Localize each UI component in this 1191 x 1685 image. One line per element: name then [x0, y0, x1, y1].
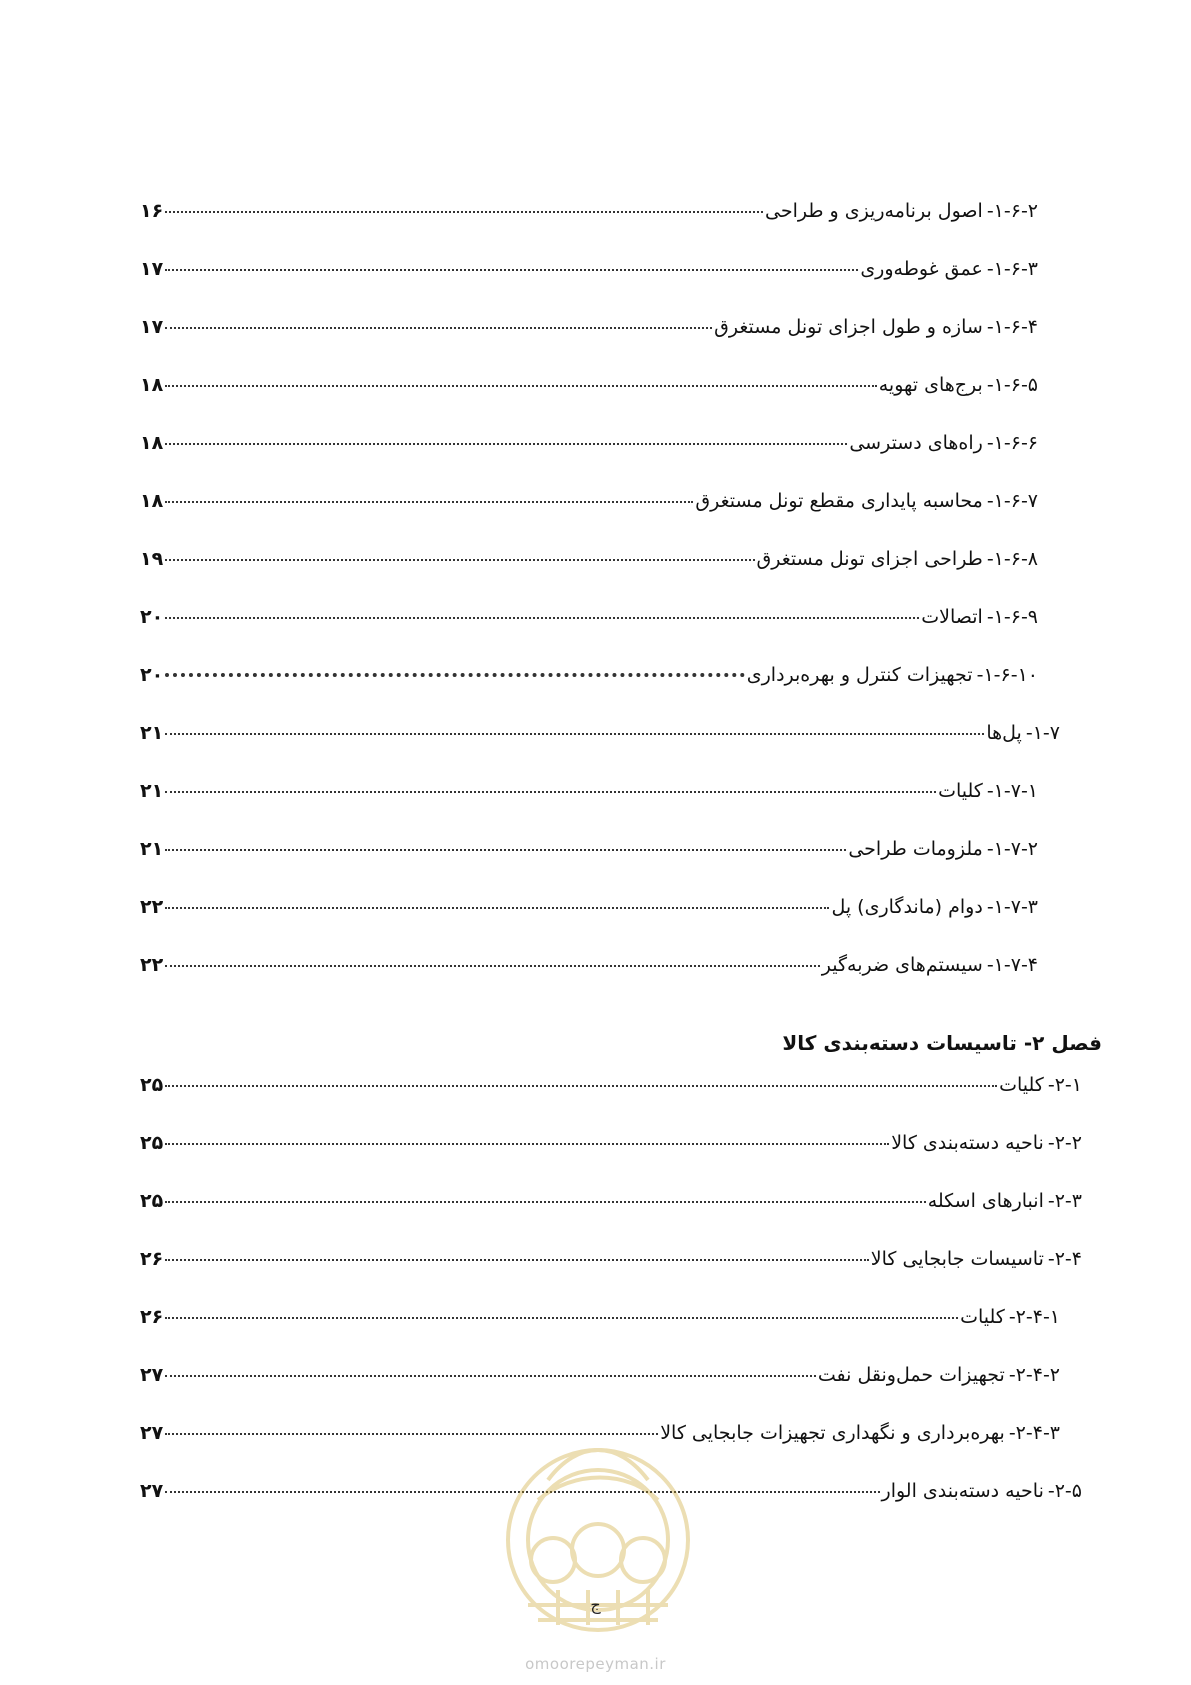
- toc-row-page: ۱۹: [140, 548, 164, 570]
- toc-row-title: طراحی اجزای تونل مستغرق: [756, 548, 983, 570]
- dot-leader: [165, 1085, 997, 1087]
- toc-row-page: ۲۵: [140, 1074, 164, 1096]
- toc-row-page: ۲۷: [140, 1422, 164, 1444]
- toc-row-number: ۱-۶-۳-: [986, 258, 1038, 280]
- toc-row-page: ۱۷: [140, 316, 164, 338]
- toc-row[interactable]: [140, 200, 1038, 258]
- toc-row-page: ۱۸: [140, 374, 164, 396]
- website-watermark: omoorepeyman.ir: [525, 1655, 666, 1673]
- dot-leader: [165, 791, 936, 793]
- dot-leader: [165, 385, 877, 387]
- dot-leader: [165, 327, 712, 329]
- toc-row[interactable]: [140, 258, 1038, 316]
- toc-row-page: ۱۸: [140, 432, 164, 454]
- dot-leader: [165, 907, 829, 909]
- toc-row-page: ۲۱: [140, 780, 164, 802]
- dot-leader: [165, 269, 858, 271]
- toc-row[interactable]: [140, 722, 1060, 780]
- dot-leader: [165, 559, 754, 561]
- toc-row-title: انبارهای اسکله: [927, 1190, 1044, 1212]
- toc-row-title: کلیات: [960, 1306, 1005, 1328]
- toc-row-page: ۱۸: [140, 490, 164, 512]
- toc-row-number: ۱-۶-۱۰-: [976, 664, 1038, 686]
- toc-row-page: ۲۱: [140, 838, 164, 860]
- toc-row[interactable]: [140, 1306, 1060, 1364]
- toc-row[interactable]: [140, 490, 1038, 548]
- toc-row-page: ۲۵: [140, 1190, 164, 1212]
- toc-row-number: ۲-۴-: [1047, 1248, 1082, 1270]
- toc-row-number: ۱-۶-۸-: [986, 548, 1038, 570]
- toc-row-number: ۱-۶-۵-: [986, 374, 1038, 396]
- toc-row-title: تجهیزات حمل‌ونقل نفت: [817, 1364, 1005, 1386]
- toc-row-title: محاسبه پایداری مقطع تونل مستغرق: [695, 490, 983, 512]
- toc-row-number: ۲-۱-: [1047, 1074, 1082, 1096]
- toc-row-number: ۲-۵-: [1047, 1480, 1082, 1502]
- dot-leader: [165, 849, 846, 851]
- toc-row-page: ۱۶: [140, 200, 164, 222]
- toc-row-title: سیستم‌های ضربه‌گیر: [821, 954, 983, 976]
- dot-leader: [165, 1375, 816, 1377]
- toc-row-title: اتصالات: [921, 606, 983, 628]
- toc-row-title: برج‌های تهویه: [878, 374, 983, 396]
- toc-row-number: ۲-۴-۱-: [1008, 1306, 1060, 1328]
- toc-row-page: ۲۱: [140, 722, 164, 744]
- toc-row-page: ۲۵: [140, 1132, 164, 1154]
- toc-row-number: ۱-۶-۶-: [986, 432, 1038, 454]
- toc-row[interactable]: [140, 896, 1038, 954]
- toc-row-page: ۲۰: [140, 606, 164, 628]
- toc-row[interactable]: [140, 374, 1038, 432]
- toc-row-title: ناحیه دسته‌بندی کالا: [891, 1132, 1044, 1154]
- dot-leader: [165, 673, 745, 677]
- toc-row-page: ۲۲: [140, 954, 164, 976]
- dot-leader: [165, 1201, 926, 1203]
- toc-row[interactable]: [140, 780, 1038, 838]
- toc-row-page: ۲۷: [140, 1364, 164, 1386]
- toc-row-title: تاسیسات جابجایی کالا: [870, 1248, 1044, 1270]
- toc-row-title: تجهیزات کنترل و بهره‌برداری: [746, 664, 973, 686]
- toc-row[interactable]: [140, 316, 1038, 374]
- toc-row-number: ۱-۷-۳-: [986, 896, 1038, 918]
- toc-row[interactable]: [140, 548, 1038, 606]
- toc-row-number: ۲-۴-۳-: [1008, 1422, 1060, 1444]
- dot-leader: [165, 1317, 958, 1319]
- toc-row[interactable]: [140, 432, 1038, 490]
- dot-leader: [165, 443, 847, 445]
- toc-row-number: ۱-۶-۹-: [986, 606, 1038, 628]
- toc-row-number: ۱-۶-۴-: [986, 316, 1038, 338]
- toc-row-title: دوام (ماندگاری) پل: [831, 896, 983, 918]
- toc-row-title: سازه و طول اجزای تونل مستغرق: [714, 316, 983, 338]
- toc-row-page: ۱۷: [140, 258, 164, 280]
- toc-row[interactable]: [140, 606, 1038, 664]
- chapter-title: فصل ۲- تاسیسات دسته‌بندی کالا: [782, 1031, 1102, 1055]
- toc-row-title: ناحیه دسته‌بندی الوار: [881, 1480, 1044, 1502]
- dot-leader: [165, 1143, 889, 1145]
- dot-leader: [165, 501, 693, 503]
- toc-row-title: بهره‌برداری و نگهداری تجهیزات جابجایی کالا: [660, 1422, 1005, 1444]
- toc-row[interactable]: [140, 1132, 1082, 1190]
- toc-row-number: ۲-۲-: [1047, 1132, 1082, 1154]
- toc-row-page: ۲۶: [140, 1306, 164, 1328]
- toc-row-title: راه‌های دسترسی: [849, 432, 983, 454]
- toc-row[interactable]: [140, 954, 1038, 1012]
- dot-leader: [165, 965, 820, 967]
- toc-row-title: ملزومات طراحی: [848, 838, 983, 860]
- toc-row-number: ۱-۷-۴-: [986, 954, 1038, 976]
- toc-row[interactable]: [140, 838, 1038, 896]
- toc-row-title: پل‌ها: [986, 722, 1022, 744]
- toc-row-number: ۱-۷-: [1025, 722, 1060, 744]
- toc-row-title: کلیات: [999, 1074, 1044, 1096]
- toc-row-page: ۲۶: [140, 1248, 164, 1270]
- toc-row[interactable]: [140, 1190, 1082, 1248]
- toc-row[interactable]: [140, 1248, 1082, 1306]
- toc-row-page: ۲۷: [140, 1480, 164, 1502]
- dot-leader: [165, 211, 763, 213]
- page-number: ج: [590, 1595, 601, 1614]
- toc-row[interactable]: [140, 1074, 1082, 1132]
- dot-leader: [165, 733, 984, 735]
- table-of-contents: [140, 200, 1102, 1538]
- toc-row-page: ۲۰: [140, 664, 164, 686]
- dot-leader: [165, 617, 919, 619]
- toc-row-number: ۱-۷-۲-: [986, 838, 1038, 860]
- toc-row-page: ۲۲: [140, 896, 164, 918]
- toc-row-title: اصول برنامه‌ریزی و طراحی: [764, 200, 983, 222]
- toc-row-title: کلیات: [938, 780, 983, 802]
- toc-row-number: ۱-۶-۲-: [986, 200, 1038, 222]
- toc-row-number: ۲-۳-: [1047, 1190, 1082, 1212]
- chapter-heading[interactable]: [140, 1012, 1102, 1074]
- dot-leader: [165, 1259, 869, 1261]
- toc-row[interactable]: [140, 664, 1038, 722]
- toc-row-title: عمق غوطه‌وری: [860, 258, 983, 280]
- toc-row-number: ۲-۴-۲-: [1008, 1364, 1060, 1386]
- seal-watermark: [478, 1410, 718, 1650]
- toc-row-number: ۱-۶-۷-: [986, 490, 1038, 512]
- toc-row-number: ۱-۷-۱-: [986, 780, 1038, 802]
